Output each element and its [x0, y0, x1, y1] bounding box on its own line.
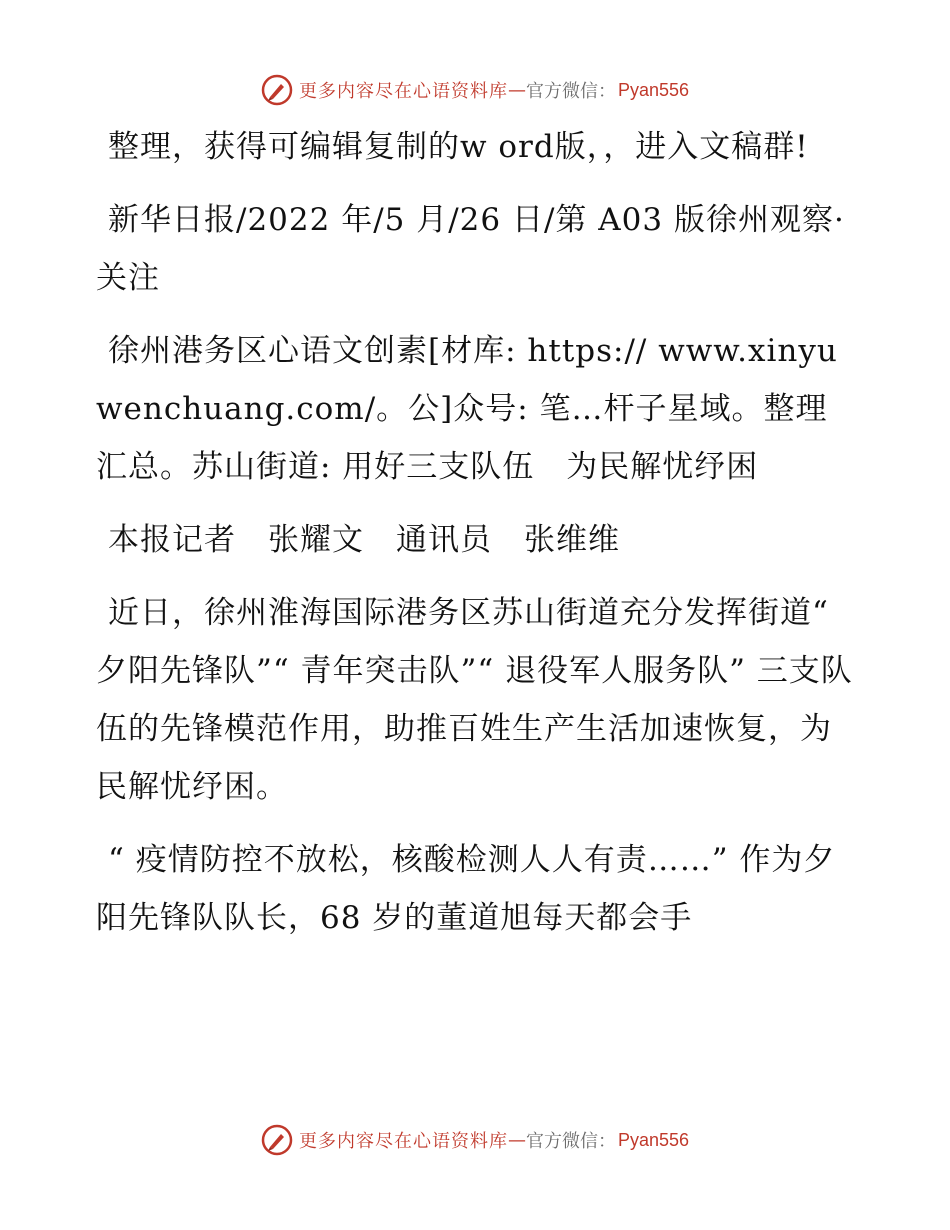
paragraph-body: “ 疫情防控不放松，核酸检测人人有责……” 作为夕阳先锋队队长，68 岁的董道旭每天都会手	[96, 842, 836, 936]
paragraph-source: 新华日报/2022 年/5 月/26 日/第 A03 版徐州观察· 关注	[96, 202, 845, 296]
banner-separator: —	[507, 79, 526, 101]
paragraph-intro: 整理，获得可编辑复制的w ord版，，进入文稿群!	[108, 129, 809, 165]
banner-wechat-id: Pyan556	[617, 79, 690, 100]
header-banner	[0, 70, 950, 110]
banner-title: 更多内容尽在心语资料库	[298, 1131, 508, 1152]
banner-wechat-label: 官方微信：	[525, 1131, 616, 1152]
paragraph-headline: 徐州港务区心语文创素[材库: https:// www.xinyuwenchuang.com/。公]众号: 笔…杆子星域。整理汇总。苏山街道: 用好三支队伍 为民解忧纾困	[96, 333, 838, 485]
banner-separator: —	[507, 1129, 526, 1151]
banner-wechat-label: 官方微信：	[525, 81, 616, 102]
paragraph-lead: 近日，徐州淮海国际港务区苏山街道充分发挥街道“ 夕阳先锋队”“ 青年突击队”“ 退役军人服务队” 三支队伍的先锋模范作用，助推百姓生产生活加速恢复，为民解忧纾困。	[96, 595, 853, 805]
footer-banner	[0, 1120, 950, 1160]
pen-logo-icon	[261, 74, 293, 106]
document-body	[96, 118, 856, 962]
banner-wechat-id: Pyan556	[617, 1129, 690, 1150]
banner-title: 更多内容尽在心语资料库	[298, 81, 508, 102]
paragraph-byline: 本报记者 张耀文 通讯员 张维维	[108, 522, 620, 558]
pen-logo-icon	[261, 1124, 293, 1156]
